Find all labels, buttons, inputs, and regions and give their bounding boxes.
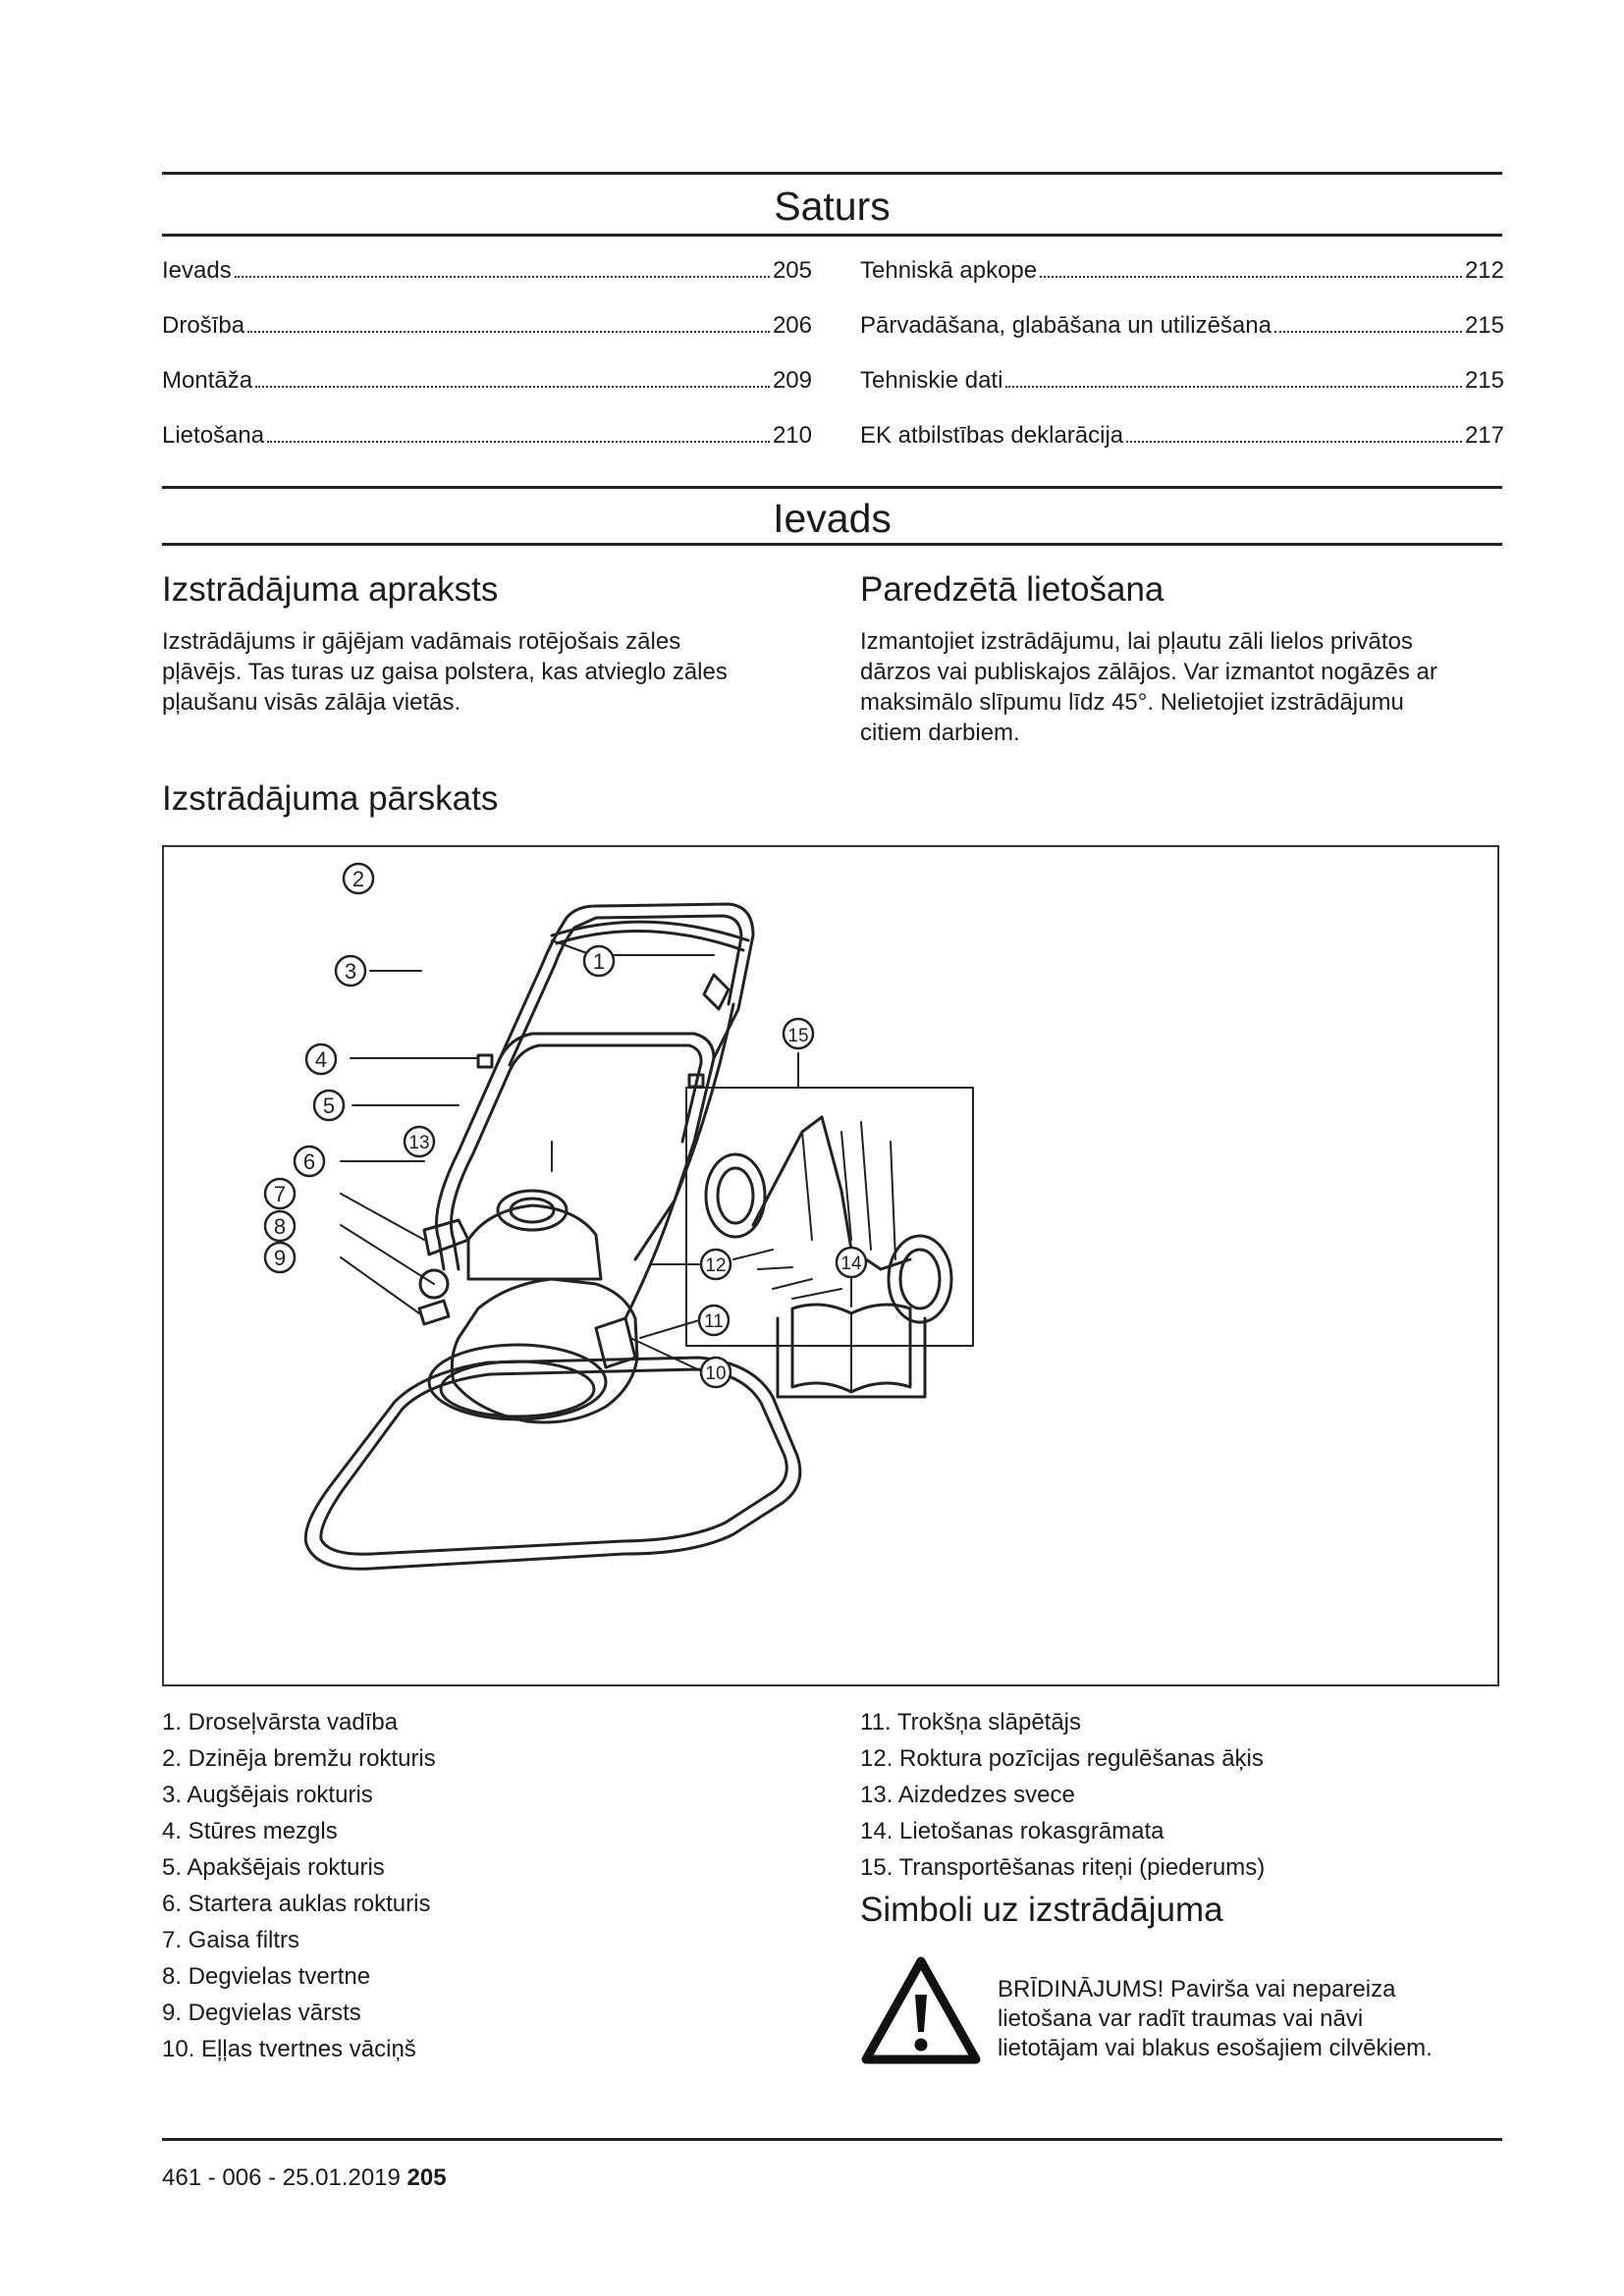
toc-entry-page: 217	[1464, 422, 1504, 449]
wheel-hub	[718, 1168, 753, 1223]
toc-entry[interactable]	[162, 422, 812, 452]
callout-11	[699, 1306, 729, 1335]
svg-text:3: 3	[344, 959, 357, 984]
toc-entry-page: 205	[772, 257, 812, 284]
svg-text:7: 7	[273, 1182, 287, 1206]
svg-text:10: 10	[705, 1363, 727, 1384]
throttle-lever	[704, 975, 729, 1009]
toc-entry[interactable]	[162, 257, 812, 287]
list-item: 13. Aizdedzes svece	[860, 1782, 1075, 1808]
callout-9	[265, 1243, 295, 1272]
svg-text:4: 4	[314, 1047, 328, 1072]
deck-outer	[305, 1358, 800, 1569]
toc-entry[interactable]	[860, 312, 1504, 342]
svg-text:15: 15	[787, 1026, 809, 1046]
toc-entry-page: 209	[772, 367, 812, 394]
toc-top-rule	[162, 172, 1502, 175]
toc-entry-page: 215	[1464, 312, 1504, 339]
toc-entry-label: Pārvadāšana, glabāšana un utilizēšana	[860, 312, 1272, 339]
callout-13	[405, 1127, 434, 1156]
list-item: 12. Roktura pozīcijas regulēšanas āķis	[860, 1745, 1264, 1772]
intro-top-rule	[162, 486, 1502, 489]
toc-entry[interactable]	[162, 312, 812, 342]
lower-handle-inner	[452, 1045, 702, 1269]
list-item: 14. Lietošanas rokasgrāmata	[860, 1818, 1164, 1844]
handle-knob	[478, 1055, 492, 1067]
toc-entry-label: Montāža	[162, 367, 253, 394]
engine-skirt	[441, 1362, 594, 1416]
callout-5	[314, 1091, 344, 1120]
toc-entry-label: EK atbilstības deklarācija	[860, 422, 1124, 449]
svg-text:13: 13	[408, 1133, 430, 1153]
fuel-valve	[419, 1301, 449, 1324]
list-item: 1. Droseļvārsta vadība	[162, 1709, 399, 1735]
callout-3	[336, 956, 365, 986]
transport-frame	[753, 1117, 910, 1269]
callout-1	[584, 946, 614, 976]
callout-8	[265, 1211, 295, 1241]
toc-entry-label: Ievads	[162, 257, 232, 284]
callout-7	[265, 1179, 295, 1208]
toc-entry-label: Drošība	[162, 312, 245, 339]
intro-title: Ievads	[773, 496, 892, 541]
callout-15	[784, 1019, 813, 1048]
svg-text:8: 8	[273, 1214, 287, 1239]
toc-entry-page: 210	[772, 422, 812, 449]
warning-text: BRĪDINĀJUMS! Pavirša vai nepareiza lietošana var radīt traumas vai nāvi lietotājam vai blakus esošajiem cilvēkiem.	[998, 1976, 1433, 2061]
toc-entry[interactable]	[162, 367, 812, 397]
callout-6	[295, 1147, 324, 1176]
svg-text:11: 11	[704, 1311, 724, 1332]
parts-list-left	[162, 1704, 830, 2067]
toc-entry-page: 212	[1464, 257, 1504, 284]
doc-reference: 461 - 006 - 25.01.2019	[162, 2164, 407, 2191]
svg-text:2: 2	[352, 867, 365, 891]
svg-text:5: 5	[322, 1094, 336, 1118]
svg-text:1: 1	[592, 949, 606, 974]
toc-entry-page: 215	[1464, 367, 1504, 394]
list-item: 10. Eļļas tvertnes vāciņš	[162, 2036, 416, 2062]
svg-text:9: 9	[273, 1246, 287, 1270]
parts-list-right	[860, 1704, 1508, 1886]
list-item: 8. Degvielas tvertne	[162, 1963, 371, 1990]
callout-12	[701, 1250, 731, 1279]
callout-4	[306, 1044, 336, 1074]
list-item: 3. Augšējais rokturis	[162, 1782, 373, 1808]
toc-title-rule	[162, 234, 1502, 237]
list-item: 2. Dzinēja bremžu rokturis	[162, 1745, 436, 1772]
list-item: 7. Gaisa filtrs	[162, 1927, 300, 1953]
toc-entry[interactable]	[860, 257, 1504, 287]
svg-text:6: 6	[302, 1149, 316, 1174]
air-filter	[424, 1220, 468, 1255]
intro-title-rule	[162, 543, 1502, 546]
toc-entry-page: 206	[772, 312, 812, 339]
callout-14	[837, 1248, 866, 1277]
deck-inner	[321, 1369, 786, 1554]
overview-heading: Izstrādājuma pārskats	[162, 779, 499, 818]
callout-10	[701, 1358, 731, 1387]
list-item: 15. Transportēšanas riteņi (piederums)	[860, 1854, 1266, 1881]
page-number: 205	[406, 2164, 447, 2191]
mower-illustration	[164, 847, 1497, 1684]
list-item: 4. Stūres mezgls	[162, 1818, 338, 1844]
callout-2	[344, 864, 373, 893]
engine-top	[468, 1205, 601, 1279]
toc-entry[interactable]	[860, 422, 1504, 452]
intended-use-heading: Paredzētā lietošana	[860, 570, 1164, 609]
list-item: 11. Trokšņa slāpētājs	[860, 1709, 1082, 1735]
toc-title: Saturs	[774, 184, 891, 229]
upper-handle	[498, 904, 753, 1063]
symbols-heading: Simboli uz izstrādājuma	[860, 1891, 1223, 1929]
page-footer	[162, 2164, 447, 2192]
wheel-hub	[900, 1250, 940, 1308]
product-overview-figure	[162, 845, 1499, 1686]
engine-body	[452, 1279, 637, 1422]
svg-text:12: 12	[705, 1255, 727, 1276]
brake-bar-inner	[557, 932, 743, 950]
toc-entry-label: Lietošana	[162, 422, 265, 449]
list-item: 6. Startera auklas rokturis	[162, 1891, 431, 1917]
toc-entry-label: Tehniskie dati	[860, 367, 1003, 394]
warning-triangle-icon	[860, 1955, 982, 2065]
fuel-cap-inner	[511, 1199, 554, 1222]
description-heading: Izstrādājuma apraksts	[162, 570, 499, 609]
lower-handle	[437, 1034, 715, 1269]
list-item: 9. Degvielas vārsts	[162, 2000, 361, 2026]
footer-rule	[162, 2138, 1502, 2141]
toc-entry[interactable]	[860, 367, 1504, 397]
svg-text:14: 14	[840, 1254, 862, 1274]
description-text: Izstrādājums ir gājējam vadāmais rotējošais zāles pļāvējs. Tas turas uz gaisa polstera, kas atvieglo zāles pļaušanu visās zālāja vietās.	[162, 628, 728, 716]
toc-entry-label: Tehniskā apkope	[860, 257, 1038, 284]
intended-use-text: Izmantojiet izstrādājumu, lai pļautu zāli lielos privātos dārzos vai publiskajos zālājos. Var izmantot nogāzēs ar maksimālo slīpumu līdz 45°. Nelietojiet izstrādājumu citiem darbiem.	[860, 628, 1437, 746]
list-item: 5. Apakšējais rokturis	[162, 1854, 385, 1881]
